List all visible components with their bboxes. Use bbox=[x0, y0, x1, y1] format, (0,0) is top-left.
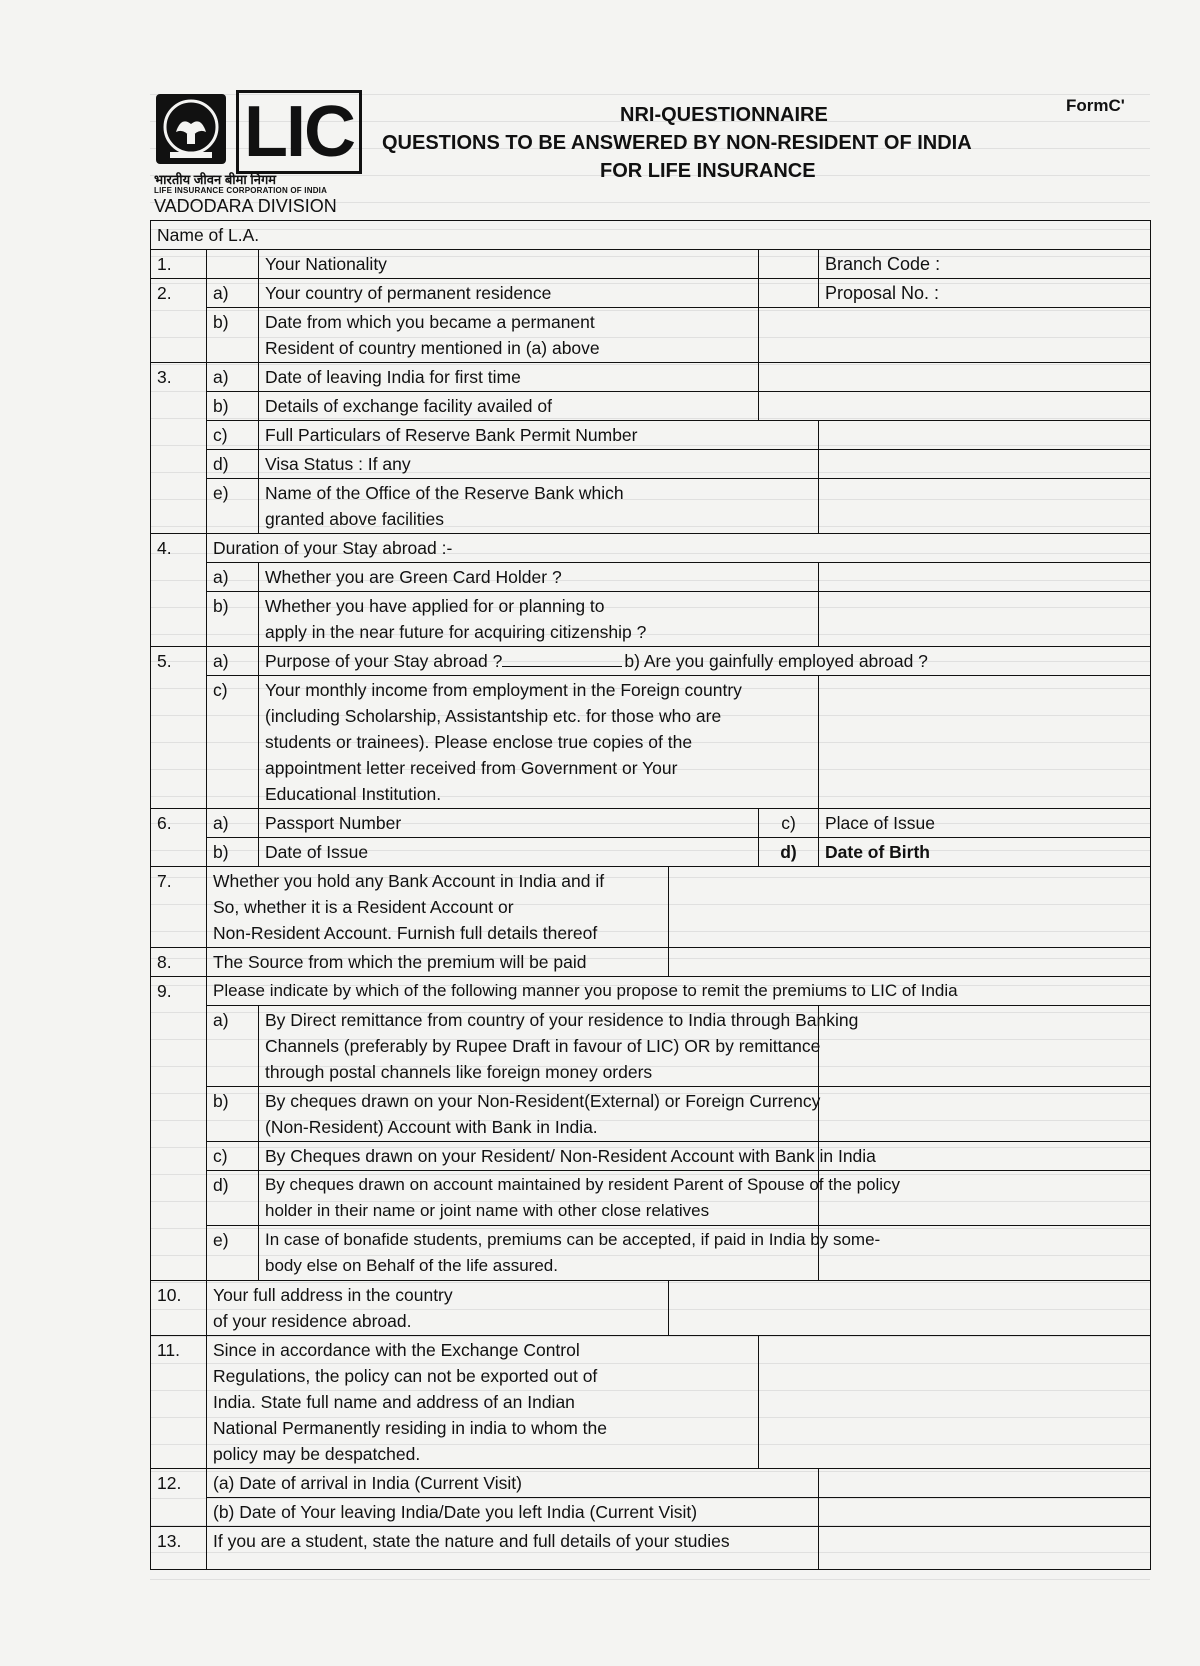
title-questions: QUESTIONS TO BE ANSWERED BY NON-RESIDENT OF INDIA bbox=[382, 132, 972, 154]
q3b-answer[interactable] bbox=[759, 392, 1151, 421]
q3c-answer[interactable] bbox=[819, 421, 1151, 450]
q7-question bbox=[207, 867, 669, 948]
q3-number: 3. bbox=[151, 363, 207, 534]
q5c-question bbox=[259, 676, 819, 809]
q9-question: Please indicate by which of the following manner you propose to remit the premiums to LIC of India bbox=[207, 977, 1151, 1006]
q7-row bbox=[151, 867, 1151, 948]
q4a-row bbox=[151, 563, 1151, 592]
q9a-answer[interactable] bbox=[819, 1006, 1151, 1087]
q6a-row bbox=[151, 809, 1151, 838]
q5c-line4: appointment letter received from Government or Your bbox=[265, 758, 678, 778]
q2b-question bbox=[259, 308, 759, 363]
q3d-row bbox=[151, 450, 1151, 479]
q9d-label: d) bbox=[207, 1171, 259, 1226]
q3b-label: b) bbox=[207, 392, 259, 421]
q3e-line2: granted above facilities bbox=[265, 509, 444, 529]
q2-number: 2. bbox=[151, 279, 207, 363]
q9a-row bbox=[151, 1006, 1151, 1087]
q2a-label: a) bbox=[207, 279, 259, 308]
q9a-label: a) bbox=[207, 1006, 259, 1087]
q9b-label: b) bbox=[207, 1087, 259, 1142]
q1-answer[interactable] bbox=[759, 250, 819, 279]
name-row bbox=[151, 221, 1151, 250]
q6d-label: d) bbox=[759, 838, 819, 867]
q4a-answer[interactable] bbox=[819, 563, 1151, 592]
q13-question: If you are a student, state the nature and full details of your studies bbox=[207, 1527, 819, 1570]
lic-logo bbox=[150, 90, 360, 172]
q5a-question bbox=[259, 647, 1151, 676]
q3b-row bbox=[151, 392, 1151, 421]
q5c-label: c) bbox=[207, 676, 259, 809]
q4b-question bbox=[259, 592, 819, 647]
q4b-label: b) bbox=[207, 592, 259, 647]
q11-line1: Since in accordance with the Exchange Control bbox=[213, 1340, 580, 1360]
q9d-line2: holder in their name or joint name with other close relatives bbox=[265, 1201, 710, 1220]
q9-row bbox=[151, 977, 1151, 1006]
q2a-question: Your country of permanent residence bbox=[259, 279, 759, 308]
q9a-line1: By Direct remittance from country of your residence to India through Banking bbox=[265, 1010, 859, 1030]
q1-number: 1. bbox=[151, 250, 207, 279]
corporation-name: LIFE INSURANCE CORPORATION OF INDIA bbox=[154, 186, 328, 195]
q3a-row bbox=[151, 363, 1151, 392]
q4b-row bbox=[151, 592, 1151, 647]
q12b-answer[interactable] bbox=[819, 1498, 1151, 1527]
q3d-question: Visa Status : If any bbox=[259, 450, 819, 479]
q7-line2: So, whether it is a Resident Account or bbox=[213, 897, 514, 917]
q9a-option bbox=[259, 1006, 859, 1087]
q13-number: 13. bbox=[151, 1527, 207, 1570]
q9e-option bbox=[259, 1226, 881, 1281]
q4b-answer[interactable] bbox=[819, 592, 1151, 647]
q5b-text: b) Are you gainfully employed abroad ? bbox=[624, 651, 928, 671]
q5c-line2: (including Scholarship, Assistantship etc. for those who are bbox=[265, 706, 722, 726]
q6a-question bbox=[259, 809, 759, 838]
q3b-question: Details of exchange facility availed of bbox=[259, 392, 759, 421]
q12b-question: (b) Date of Your leaving India/Date you left India (Current Visit) bbox=[207, 1498, 819, 1527]
q5a-answer-line[interactable] bbox=[502, 648, 622, 667]
q10-number: 10. bbox=[151, 1281, 207, 1336]
name-label: Name of L.A. bbox=[157, 225, 260, 245]
q9b-line1: By cheques drawn on your Non-Resident(External) or Foreign Currency bbox=[265, 1091, 821, 1111]
q10-line1: Your full address in the country bbox=[213, 1285, 453, 1305]
q11-row bbox=[151, 1336, 1151, 1469]
q9c-option: By Cheques drawn on your Resident/ Non-Resident Account with Bank in India bbox=[259, 1142, 819, 1171]
q5a-row bbox=[151, 647, 1151, 676]
q9b-option bbox=[259, 1087, 819, 1142]
q8-number: 8. bbox=[151, 948, 207, 977]
q7-number: 7. bbox=[151, 867, 207, 948]
q9b-answer[interactable] bbox=[819, 1087, 1151, 1142]
q11-answer[interactable] bbox=[759, 1336, 1151, 1469]
q2b-row bbox=[151, 308, 1151, 363]
q10-line2: of your residence abroad. bbox=[213, 1311, 412, 1331]
proposal-number[interactable]: Proposal No. : bbox=[819, 279, 1151, 308]
q3c-question: Full Particulars of Reserve Bank Permit Number bbox=[259, 421, 819, 450]
q9e-line2: body else on Behalf of the life assured. bbox=[265, 1256, 558, 1275]
q6a-text: Passport Number bbox=[265, 813, 402, 833]
q12a-answer[interactable] bbox=[819, 1469, 1151, 1498]
q6b-row bbox=[151, 838, 1151, 867]
q1-question: Your Nationality bbox=[259, 250, 759, 279]
q2b-line2: Resident of country mentioned in (a) above bbox=[265, 338, 600, 358]
q3e-label: e) bbox=[207, 479, 259, 534]
q3a-label: a) bbox=[207, 363, 259, 392]
q13-answer[interactable] bbox=[819, 1527, 1151, 1570]
q2a-row bbox=[151, 279, 1151, 308]
q5c-line5: Educational Institution. bbox=[265, 784, 442, 804]
form-code: FormC' bbox=[1066, 96, 1125, 115]
q8-row bbox=[151, 948, 1151, 977]
q9b-row bbox=[151, 1087, 1151, 1142]
q11-line2: Regulations, the policy can not be exported out of bbox=[213, 1366, 598, 1386]
q11-number: 11. bbox=[151, 1336, 207, 1469]
q9d-line1: By cheques drawn on account maintained by resident Parent of Spouse of the policy bbox=[265, 1175, 901, 1194]
q5-number: 5. bbox=[151, 647, 207, 809]
q9e-line1: In case of bonafide students, premiums can be accepted, if paid in India by some- bbox=[265, 1230, 881, 1249]
q6-number: 6. bbox=[151, 809, 207, 867]
q3c-row bbox=[151, 421, 1151, 450]
q6c-label: c) bbox=[759, 809, 819, 838]
q6c-question: Place of Issue bbox=[819, 809, 1151, 838]
q6a-label: a) bbox=[207, 809, 259, 838]
q3a-question: Date of leaving India for first time bbox=[259, 363, 759, 392]
q2b-answer[interactable] bbox=[759, 308, 1151, 363]
q9-number: 9. bbox=[151, 977, 207, 1281]
q7-line1: Whether you hold any Bank Account in India and if bbox=[213, 871, 605, 891]
q4a-question: Whether you are Green Card Holder ? bbox=[259, 563, 819, 592]
q3e-question bbox=[259, 479, 819, 534]
q9d-option bbox=[259, 1171, 901, 1226]
q9e-label: e) bbox=[207, 1226, 259, 1281]
q3d-answer[interactable] bbox=[819, 450, 1151, 479]
q8-answer[interactable] bbox=[669, 948, 1151, 977]
q6d-question: Date of Birth bbox=[819, 838, 1151, 867]
q3c-label: c) bbox=[207, 421, 259, 450]
branch-code[interactable]: Branch Code : bbox=[819, 250, 1151, 279]
q3e-line1: Name of the Office of the Reserve Bank which bbox=[265, 483, 624, 503]
title-nri-questionnaire: NRI-QUESTIONNAIRE bbox=[620, 104, 828, 126]
q2b-label: b) bbox=[207, 308, 259, 363]
lic-emblem-icon bbox=[156, 94, 226, 164]
q11-line3: India. State full name and address of an Indian bbox=[213, 1392, 575, 1412]
q11-line4: National Permanently residing in india to whom the bbox=[213, 1418, 607, 1438]
q6b-text: Date of Issue bbox=[265, 842, 369, 862]
questionnaire-table bbox=[150, 220, 1151, 1570]
q12a-question: (a) Date of arrival in India (Current Visit) bbox=[207, 1469, 819, 1498]
q3a-answer[interactable] bbox=[759, 363, 1151, 392]
q4b-line1: Whether you have applied for or planning to bbox=[265, 596, 605, 616]
q9e-row bbox=[151, 1226, 1151, 1281]
q5a-label: a) bbox=[207, 647, 259, 676]
q5c-line3: students or trainees). Please enclose true copies of the bbox=[265, 732, 693, 752]
division-name: VADODARA DIVISION bbox=[154, 196, 337, 216]
q10-answer[interactable] bbox=[669, 1281, 1151, 1336]
q9b-line2: (Non-Resident) Account with Bank in India. bbox=[265, 1117, 598, 1137]
q5a-text: Purpose of your Stay abroad ? bbox=[265, 651, 503, 671]
q11-question bbox=[207, 1336, 759, 1469]
q4-number: 4. bbox=[151, 534, 207, 647]
q5c-answer[interactable] bbox=[819, 676, 1151, 809]
q2b-line1: Date from which you became a permanent bbox=[265, 312, 595, 332]
logo-text: LIC bbox=[236, 90, 362, 174]
q9a-line2: Channels (preferably by Rupee Draft in favour of LIC) OR by remittance bbox=[265, 1036, 821, 1056]
q12b-row bbox=[151, 1498, 1151, 1527]
q3e-answer[interactable] bbox=[819, 479, 1151, 534]
q9c-label: c) bbox=[207, 1142, 259, 1171]
q6b-label: b) bbox=[207, 838, 259, 867]
q6b-question bbox=[259, 838, 759, 867]
q10-question bbox=[207, 1281, 669, 1336]
q3e-row bbox=[151, 479, 1151, 534]
q4b-line2: apply in the near future for acquiring citizenship ? bbox=[265, 622, 647, 642]
q9c-row bbox=[151, 1142, 1151, 1171]
q11-line5: policy may be despatched. bbox=[213, 1444, 421, 1464]
q1-row bbox=[151, 250, 1151, 279]
q7-line3: Non-Resident Account. Furnish full details thereof bbox=[213, 923, 598, 943]
q5c-line1: Your monthly income from employment in the Foreign country bbox=[265, 680, 742, 700]
q2a-answer[interactable] bbox=[759, 279, 819, 308]
q9a-line3: through postal channels like foreign money orders bbox=[265, 1062, 653, 1082]
q12a-row bbox=[151, 1469, 1151, 1498]
q4a-label: a) bbox=[207, 563, 259, 592]
q7-answer[interactable] bbox=[669, 867, 1151, 948]
q12-number: 12. bbox=[151, 1469, 207, 1527]
q8-question: The Source from which the premium will be paid bbox=[207, 948, 669, 977]
title-life-insurance: FOR LIFE INSURANCE bbox=[600, 160, 816, 182]
q10-row bbox=[151, 1281, 1151, 1336]
q9d-row bbox=[151, 1171, 1151, 1226]
q5c-row bbox=[151, 676, 1151, 809]
hindi-name: भारतीय जीवन बीमा निगम bbox=[154, 172, 277, 187]
q3d-label: d) bbox=[207, 450, 259, 479]
q4-row bbox=[151, 534, 1151, 563]
q4-question: Duration of your Stay abroad :- bbox=[207, 534, 1151, 563]
q13-row bbox=[151, 1527, 1151, 1570]
form-header bbox=[150, 86, 1150, 216]
